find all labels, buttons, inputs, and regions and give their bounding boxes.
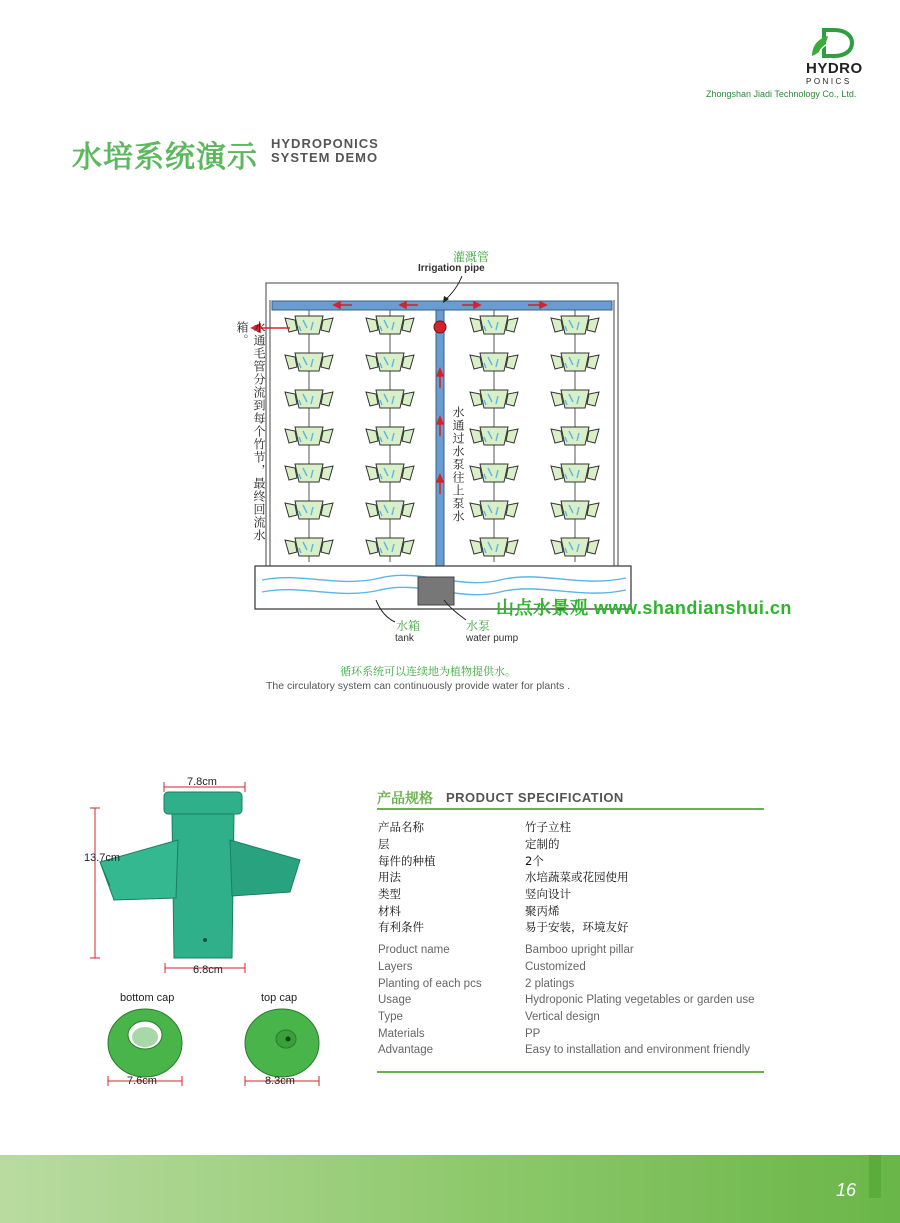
top-cap-label: top cap <box>261 992 298 1004</box>
page-title-cn: 水培系统演示 <box>72 140 258 175</box>
diagram-caption-en: The circulatory system can continuously provide water for plants . <box>266 680 571 692</box>
watermark-text: 山点水景观 www.shandianshui.cn <box>496 598 792 618</box>
page-title-en-line1: HYDROPONICS <box>271 136 379 151</box>
spec-row-en <box>378 978 778 995</box>
irrigation-pipe-label-en: Irrigation pipe <box>418 263 485 274</box>
spec-value: 聚丙烯 <box>525 904 560 918</box>
spec-row-cn <box>378 819 778 836</box>
spec-row-en <box>378 1028 778 1045</box>
tank-label-cn: 水箱 <box>396 619 421 633</box>
pump-flow-note: 水通过水泵往上泵水 <box>451 406 465 523</box>
spec-key: Materials <box>378 1028 425 1040</box>
page-title-en-line2: SYSTEM DEMO <box>271 150 379 165</box>
logo-word-ponics: PONICS <box>806 77 852 86</box>
spec-value: Hydroponic Plating vegetables or garden use <box>525 994 755 1006</box>
bottom-cap-label: bottom cap <box>120 992 175 1004</box>
spec-row-en <box>378 994 778 1011</box>
spec-heading-en: PRODUCT SPECIFICATION <box>446 790 624 805</box>
spec-row-cn <box>378 903 778 920</box>
spec-key: Advantage <box>378 1044 433 1056</box>
spec-value: 水培蔬菜或花园使用 <box>525 870 629 884</box>
spec-key: Planting of each pcs <box>378 978 482 990</box>
plant-column-2 <box>366 310 414 562</box>
spec-key: Layers <box>378 961 413 973</box>
spec-value: 2 platings <box>525 978 575 990</box>
page-number-accent <box>869 1155 881 1198</box>
page-number: 16 <box>836 1180 857 1200</box>
spec-row-en <box>378 961 778 978</box>
tank-label-en: tank <box>395 633 414 644</box>
spec-row-cn <box>378 836 778 853</box>
spec-key: Product name <box>378 944 450 956</box>
spec-key: 每件的种植 <box>378 854 436 868</box>
spec-heading-cn: 产品规格 <box>377 791 433 807</box>
spec-row-cn <box>378 886 778 903</box>
spec-key: Type <box>378 1011 403 1023</box>
irrigation-pipe-label-cn: 灌溉管 <box>453 250 490 264</box>
pump-label-cn: 水泵 <box>466 619 491 633</box>
spec-key: 材料 <box>378 904 401 918</box>
footer-band <box>0 1155 900 1223</box>
spec-value: 2个 <box>525 854 544 868</box>
logo-word-hydro: HYDRO <box>806 60 863 77</box>
spec-bottom-divider <box>377 1071 764 1073</box>
spec-value: 竖向设计 <box>525 887 571 901</box>
spec-value: Customized <box>525 961 586 973</box>
company-name: Zhongshan Jiadi Technology Co., Ltd. <box>706 89 857 99</box>
spec-value: PP <box>525 1028 541 1040</box>
spec-row-cn <box>378 869 778 886</box>
spec-row-cn <box>378 853 778 870</box>
spec-value: Bamboo upright pillar <box>525 944 634 956</box>
spec-heading-divider <box>377 808 764 810</box>
spec-key: Usage <box>378 994 412 1006</box>
spec-row-en <box>378 944 778 961</box>
spec-value: Easy to installation and environment friendly <box>525 1044 751 1056</box>
dim-top-width: 7.8cm <box>187 776 217 788</box>
dim-height: 13.7cm <box>84 852 121 864</box>
dim-bottom-width: 6.8cm <box>193 964 223 976</box>
spec-value: 定制的 <box>525 837 560 851</box>
pump-label-en: water pump <box>466 633 519 644</box>
spec-key: 用法 <box>378 870 401 884</box>
spec-value: Vertical design <box>525 1011 600 1023</box>
spec-row-en <box>378 1044 778 1061</box>
spec-row-cn <box>378 919 778 936</box>
spec-row-en <box>378 1011 778 1028</box>
plant-column-4 <box>551 310 599 562</box>
spec-key: 层 <box>378 837 390 851</box>
plant-column-1 <box>285 310 333 562</box>
diagram-caption-cn: 循环系统可以连续地为植物提供水。 <box>340 665 516 678</box>
spec-key: 产品名称 <box>378 820 424 834</box>
bottom-cap-dim: 7.6cm <box>127 1075 157 1087</box>
top-cap-dim: 8.3cm <box>265 1075 295 1087</box>
spec-value: 易于安装，环境友好 <box>525 920 629 934</box>
left-flow-note: 水通毛管分流到每个竹节，最终回流水箱。 <box>235 321 266 542</box>
spec-value: 竹子立柱 <box>525 820 571 834</box>
spec-key: 有利条件 <box>378 920 424 934</box>
spec-key: 类型 <box>378 887 401 901</box>
plant-column-3 <box>470 310 518 562</box>
